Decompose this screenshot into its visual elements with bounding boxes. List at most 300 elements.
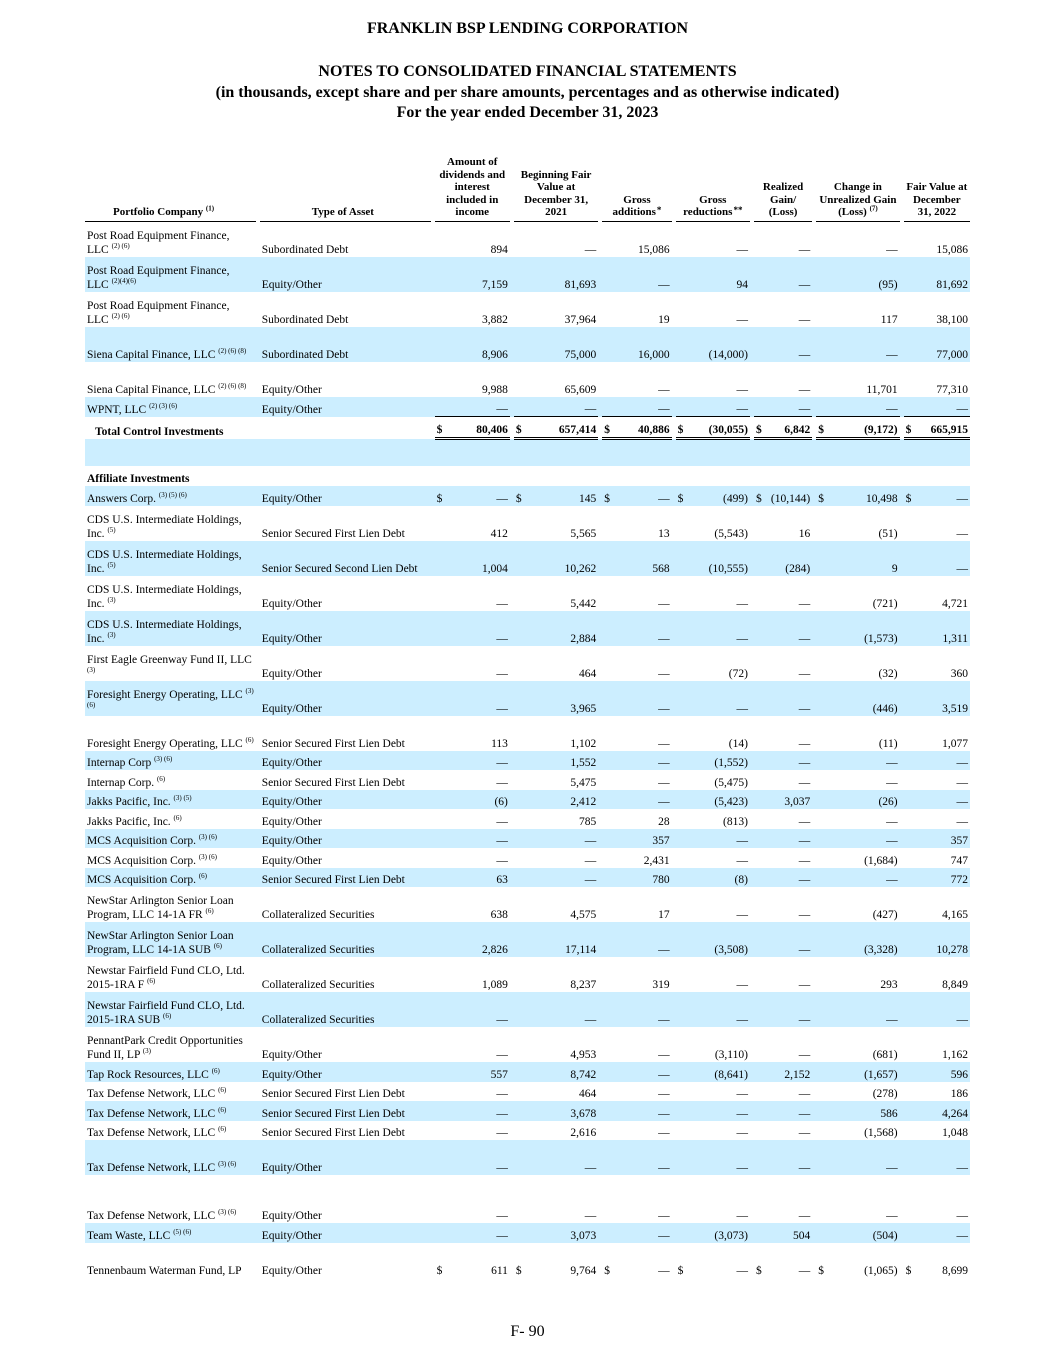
cell-amount: —	[435, 751, 510, 771]
cell-realized: —	[754, 397, 812, 417]
cell-fair: 77,000	[904, 327, 970, 362]
cell-fair: —	[956, 776, 968, 789]
cell-amount: 113	[491, 737, 508, 750]
cell-amount: 3,882	[482, 313, 508, 326]
cell-begin: 17,114	[514, 922, 598, 957]
footnote-ref: (5)	[107, 525, 116, 534]
cell-company: PennantPark Credit Opportunities Fund II, LP $^{(3)}$	[87, 1035, 243, 1061]
footnote-ref: (2) (6)	[111, 311, 130, 320]
currency-symbol: $	[604, 1264, 611, 1277]
cell-additions: —	[602, 611, 671, 646]
cell-company: Post Road Equipment Finance, LLC $^{(2)(4)(6)}$	[85, 257, 256, 292]
cell-amount: 7,159	[435, 257, 510, 292]
cell-additions: —	[658, 383, 670, 396]
cell-company: MCS Acquisition Corp. $^{(6)}$	[85, 868, 256, 888]
total-additions: $ 40,886	[602, 417, 671, 439]
footnote-ref: (3)	[87, 665, 96, 674]
company-name: FRANKLIN BSP LENDING CORPORATION	[366, 20, 689, 37]
cell-change: —	[816, 829, 899, 849]
currency-symbol: $	[755, 424, 762, 436]
cell-type: Equity/Other	[260, 397, 431, 417]
cell-fair: 4,721	[942, 597, 968, 610]
cell-realized: —	[754, 1140, 812, 1175]
cell-additions: 2,431	[643, 854, 670, 867]
cell-change: (51)	[878, 527, 898, 540]
cell-type: Senior Secured First Lien Debt	[260, 868, 431, 888]
cell-amount: 894	[490, 243, 508, 256]
cell-amount: —	[435, 1223, 510, 1243]
cell-reductions: (10,555)	[676, 541, 750, 576]
footnote-ref: (3) (6)	[198, 852, 217, 861]
cell-amount: 2,826	[435, 922, 510, 957]
footnote-ref: (2) (6) (8)	[218, 381, 247, 390]
cell-fair: —	[904, 1140, 970, 1175]
currency-symbol: $	[677, 1264, 684, 1277]
cell-reductions: (14)	[728, 737, 748, 750]
statement-title: NOTES TO CONSOLIDATED FINANCIAL STATEMENTS	[318, 63, 737, 80]
cell-reductions: (3,110)	[714, 1049, 748, 1061]
cell-reductions: —	[676, 829, 750, 849]
cell-realized: —	[798, 243, 811, 256]
footnote-ref: (6)	[213, 942, 222, 951]
cell-company: Jakks Pacific, Inc. $^{(3) (5)}$	[85, 790, 256, 810]
cell-change: —	[816, 397, 899, 417]
cell-additions: 319	[652, 979, 670, 991]
footnote-ref: (2)(4)(6)	[111, 276, 137, 285]
cell-company: CDS U.S. Intermediate Holdings, Inc. $^{(3)}$	[87, 583, 242, 610]
cell-type: Equity/Other	[261, 597, 322, 610]
cell-begin: 1,552	[514, 751, 598, 771]
cell-realized: 3,037	[754, 790, 812, 810]
cell-fair: 596	[904, 1062, 970, 1082]
cell-type: Collateralized Securities	[261, 979, 375, 991]
table-row	[85, 790, 970, 810]
cell-begin: $ 9,764	[515, 1264, 597, 1277]
total-begin: $ 657,414	[514, 417, 598, 439]
table-row	[85, 1140, 970, 1175]
cell-reductions: (72)	[728, 667, 748, 680]
currency-symbol: $	[436, 424, 443, 436]
cell-company: Foresight Energy Operating, LLC $^{(3) (6)}$	[85, 681, 256, 716]
currency-symbol: $	[604, 424, 611, 436]
footnote-ref: (6)	[156, 774, 166, 783]
cell-reductions: —	[736, 313, 748, 326]
cell-realized: —	[754, 868, 812, 888]
table-row	[85, 397, 970, 417]
currency-symbol: $	[755, 1264, 762, 1277]
cell-fair: 1,162	[942, 1049, 968, 1061]
cell-fair: —	[904, 1223, 970, 1243]
cell-fair: 1,048	[942, 1127, 968, 1139]
cell-change: —	[816, 751, 899, 771]
cell-additions: $ —	[602, 486, 671, 506]
total-amount: $ 80,406	[435, 417, 510, 439]
cell-company: Tax Defense Network, LLC $^{(6)}$	[87, 1125, 227, 1139]
cell-additions: 15,086	[637, 243, 670, 256]
cell-begin: —	[584, 1210, 597, 1222]
cell-amount: —	[496, 597, 508, 610]
cell-reductions: $ —	[677, 1264, 748, 1277]
cell-type: Equity/Other	[260, 257, 431, 292]
cell-company: Team Waste, LLC $^{(5) (6)}$	[85, 1223, 256, 1243]
cell-realized: —	[754, 1101, 812, 1121]
cell-company: Newstar Fairfield Fund CLO, Ltd. 2015-1RA SUB $^{(6)}$	[85, 992, 256, 1027]
table-row	[85, 681, 970, 716]
cell-additions: 357	[602, 829, 671, 849]
cell-company: Answers Corp. $^{(3) (5) (6)}$	[85, 486, 256, 506]
cell-change: (26)	[816, 790, 899, 810]
footnote-ref: (2) (6) (8)	[218, 346, 247, 355]
cell-reductions: (8)	[676, 868, 750, 888]
section-heading: Affiliate Investments	[87, 473, 190, 485]
cell-realized: —	[798, 597, 811, 610]
cell-amount: —	[496, 815, 508, 828]
cell-begin: $ 145	[514, 486, 598, 506]
footnote-ref: (6)	[173, 813, 182, 822]
cell-begin: —	[514, 829, 598, 849]
cell-begin: 75,000	[514, 327, 598, 362]
cell-change: (3,328)	[816, 922, 899, 957]
cell-type: Subordinated Debt	[261, 243, 349, 256]
cell-realized: —	[754, 992, 812, 1027]
cell-fair: —	[904, 541, 970, 576]
cell-company: CDS U.S. Intermediate Holdings, Inc. $^{(5)}$	[85, 541, 256, 576]
cell-realized: —	[798, 1049, 811, 1061]
table-row	[85, 486, 970, 506]
cell-change: 586	[816, 1101, 899, 1121]
cell-begin: 4,953	[570, 1049, 597, 1061]
total-fair: $ 665,915	[904, 417, 970, 439]
cell-type: Equity/Other	[260, 1062, 431, 1082]
cell-type: Equity/Other	[260, 790, 431, 810]
cell-amount: —	[496, 1049, 508, 1061]
table-row	[85, 1082, 970, 1102]
cell-realized: —	[754, 327, 812, 362]
cell-begin: 2,412	[514, 790, 598, 810]
cell-begin: 8,742	[514, 1062, 598, 1082]
footnote-ref: (6)	[147, 977, 156, 986]
cell-realized: —	[754, 922, 812, 957]
cell-additions: —	[602, 397, 671, 417]
currency-symbol: $	[818, 1264, 824, 1277]
cell-amount: —	[435, 611, 510, 646]
cell-additions: 16,000	[602, 327, 671, 362]
cell-type: Senior Secured First Lien Debt	[261, 527, 405, 540]
cell-company: MCS Acquisition Corp. $^{(3) (6)}$	[87, 852, 217, 867]
cell-reductions: (5,543)	[714, 527, 748, 540]
statement-period: For the year ended December 31, 2023	[396, 104, 659, 121]
cell-begin: 5,475	[570, 776, 597, 789]
table-row	[85, 992, 970, 1027]
cell-change: —	[886, 243, 898, 256]
cell-reductions: (3,508)	[676, 922, 750, 957]
col-header-reductions: Gross reductions**	[676, 156, 750, 221]
cell-realized: —	[754, 751, 812, 771]
currency-symbol: $	[677, 424, 684, 436]
cell-reductions: (813)	[723, 815, 748, 828]
cell-begin: 464	[579, 667, 597, 680]
cell-begin: 37,964	[564, 313, 597, 326]
cell-change: (427)	[872, 909, 898, 921]
cell-change: —	[816, 1140, 899, 1175]
table-row	[85, 506, 970, 541]
cell-company: CDS U.S. Intermediate Holdings, Inc. $^{(3)}$	[85, 611, 256, 646]
cell-realized: —	[798, 313, 811, 326]
cell-additions: —	[658, 1127, 670, 1139]
cell-fair: $ 8,699	[905, 1264, 968, 1277]
currency-symbol: $	[755, 492, 762, 505]
cell-begin: —	[514, 397, 598, 417]
cell-begin: —	[514, 868, 598, 888]
cell-realized: —	[798, 1088, 811, 1100]
cell-company: Newstar Fairfield Fund CLO, Ltd. 2015-1RA F $^{(6)}$	[87, 965, 245, 991]
cell-begin: 464	[579, 1088, 597, 1100]
table-row	[85, 1223, 970, 1243]
cell-fair: —	[956, 1210, 968, 1222]
cell-amount: —	[496, 1210, 508, 1222]
cell-begin: 81,693	[514, 257, 598, 292]
table-row	[85, 1121, 970, 1141]
cell-begin: —	[514, 992, 598, 1027]
cell-company: CDS U.S. Intermediate Holdings, Inc. $^{(5)}$	[87, 513, 242, 540]
cell-reductions: —	[736, 597, 748, 610]
total-control-row	[85, 417, 970, 439]
cell-reductions: 94	[676, 257, 750, 292]
cell-additions: —	[658, 1088, 670, 1100]
cell-change: (1,573)	[816, 611, 899, 646]
cell-amount: 638	[490, 909, 508, 921]
cell-company: Siena Capital Finance, LLC $^{(2) (6) (8)}$	[87, 381, 247, 396]
cell-company: Tax Defense Network, LLC $^{(6)}$	[87, 1086, 227, 1100]
cell-type: Senior Secured First Lien Debt	[261, 1088, 405, 1100]
cell-amount: —	[435, 992, 510, 1027]
cell-begin: 8,237	[570, 979, 597, 991]
currency-symbol: $	[905, 424, 912, 436]
cell-company: Post Road Equipment Finance, LLC $^{(2) (6)}$	[87, 299, 230, 326]
statement-subtitle: (in thousands, except share and per share amounts, percentages and as otherwise indicated)	[215, 83, 840, 101]
footnote-ref: (6)	[218, 1125, 227, 1134]
cell-fair: 360	[950, 667, 968, 680]
cell-reductions: —	[676, 992, 750, 1027]
statement-title-block	[0, 62, 1055, 124]
cell-fair: 81,692	[904, 257, 970, 292]
cell-begin: —	[514, 1140, 598, 1175]
cell-fair: $ —	[904, 486, 970, 506]
cell-company: Siena Capital Finance, LLC $^{(2) (6) (8)}$	[85, 327, 256, 362]
currency-symbol: $	[677, 492, 684, 505]
cell-type: Equity/Other	[261, 667, 322, 680]
cell-change: (11)	[878, 737, 898, 750]
cell-type: Equity/Other	[261, 815, 322, 828]
cell-amount: 1,089	[482, 979, 508, 991]
cell-realized: —	[754, 611, 812, 646]
cell-amount: 9,988	[482, 383, 508, 396]
cell-begin: 1,102	[570, 737, 597, 750]
cell-fair: 3,519	[904, 681, 970, 716]
cell-fair: —	[956, 815, 968, 828]
cell-reductions: (5,423)	[676, 790, 750, 810]
cell-amount: —	[496, 776, 508, 789]
cell-begin: 5,565	[570, 527, 597, 540]
cell-change: 11,701	[866, 383, 898, 396]
cell-change: —	[886, 815, 898, 828]
cell-change: —	[816, 992, 899, 1027]
table-row	[85, 1188, 970, 1223]
cell-company: Tax Defense Network, LLC $^{(6)}$	[85, 1101, 256, 1121]
table-row	[85, 1101, 970, 1121]
cell-additions: —	[658, 1049, 670, 1061]
cell-additions: —	[602, 1223, 671, 1243]
col-header-additions: Gross additions*	[602, 156, 671, 221]
cell-fair: 10,278	[904, 922, 970, 957]
cell-begin: 5,442	[570, 597, 597, 610]
currency-symbol: $	[818, 424, 824, 436]
cell-reductions: —	[736, 1210, 748, 1222]
cell-type: Equity/Other	[261, 1210, 322, 1222]
cell-reductions: (8,641)	[676, 1062, 750, 1082]
cell-realized: —	[754, 829, 812, 849]
cell-amount: (6)	[435, 790, 510, 810]
cell-amount: $ —	[435, 486, 510, 506]
table-row	[85, 922, 970, 957]
cell-reductions: —	[676, 397, 750, 417]
currency-symbol: $	[515, 492, 522, 505]
cell-realized: 504	[754, 1223, 812, 1243]
cell-amount: 8,906	[435, 327, 510, 362]
cell-amount: —	[435, 397, 510, 417]
cell-amount: —	[496, 1088, 508, 1100]
cell-realized: —	[798, 815, 811, 828]
table-row	[85, 848, 970, 868]
table-row	[85, 887, 970, 922]
cell-fair: 38,100	[936, 313, 968, 326]
cell-amount: 412	[490, 527, 508, 540]
col-header-realized: Realized Gain/ (Loss)	[754, 156, 812, 221]
cell-reductions: —	[736, 854, 748, 867]
cell-type: Equity/Other	[260, 681, 431, 716]
cell-fair: 4,165	[942, 909, 968, 921]
cell-reductions: (5,475)	[714, 776, 748, 789]
table-row	[85, 292, 970, 327]
cell-amount: —	[496, 1127, 508, 1139]
footnote-ref: (3) (6)	[218, 1160, 237, 1169]
cell-fair: 747	[950, 854, 968, 867]
table-row	[85, 327, 970, 362]
cell-additions: —	[602, 751, 671, 771]
investments-table	[85, 156, 970, 1278]
cell-fair: 1,077	[942, 737, 968, 750]
cell-additions: —	[602, 922, 671, 957]
currency-symbol: $	[905, 492, 912, 505]
cell-fair: 77,310	[936, 383, 968, 396]
cell-reductions: —	[676, 611, 750, 646]
cell-reductions: $ (499)	[676, 486, 750, 506]
currency-symbol: $	[436, 492, 443, 505]
cell-change: (95)	[816, 257, 899, 292]
cell-change: —	[886, 776, 898, 789]
cell-amount: —	[435, 1140, 510, 1175]
footnote-ref: (6)	[218, 1105, 227, 1114]
footnote-ref: (3) (6)	[154, 755, 173, 764]
currency-symbol: $	[515, 424, 522, 436]
cell-type: Senior Secured First Lien Debt	[261, 737, 405, 750]
cell-change: (1,657)	[816, 1062, 899, 1082]
cell-change: (1,684)	[864, 854, 898, 867]
cell-reductions: (1,552)	[676, 751, 750, 771]
footnote-ref: (3) (6)	[87, 686, 254, 709]
cell-realized: 2,152	[754, 1062, 812, 1082]
cell-reductions: —	[736, 1127, 748, 1139]
cell-additions: 28	[658, 815, 670, 828]
table-row	[85, 809, 970, 829]
cell-type: Senior Secured Second Lien Debt	[260, 541, 431, 576]
cell-amount: 1,004	[435, 541, 510, 576]
cell-additions: $ —	[604, 1264, 670, 1277]
cell-change: —	[816, 868, 899, 888]
footnote-ref: (6)	[211, 1066, 220, 1075]
table-row	[85, 1243, 970, 1278]
cell-change: 9	[816, 541, 899, 576]
cell-type: Collateralized Securities	[260, 992, 431, 1027]
cell-amount: —	[435, 829, 510, 849]
cell-type: Subordinated Debt	[260, 327, 431, 362]
footnote-ref: (3)	[107, 595, 116, 604]
cell-realized: —	[754, 681, 812, 716]
cell-company: MCS Acquisition Corp. $^{(3) (6)}$	[85, 829, 256, 849]
table-row	[85, 221, 970, 257]
table-row	[85, 716, 970, 751]
table-row	[85, 611, 970, 646]
cell-change: (32)	[878, 667, 898, 680]
col-header-change: Change in Unrealized Gain (Loss) $^{(7)}$	[816, 156, 899, 221]
cell-fair: 186	[950, 1088, 968, 1100]
cell-reductions: —	[676, 681, 750, 716]
cell-type: Equity/Other	[261, 1049, 322, 1061]
cell-begin: 3,965	[514, 681, 598, 716]
table-row	[85, 362, 970, 397]
cell-fair: —	[904, 751, 970, 771]
footnote-ref: (2) (6)	[111, 241, 130, 250]
cell-type: Equity/Other	[261, 1264, 322, 1277]
cell-realized: $ (10,144)	[754, 486, 812, 506]
cell-change: 293	[880, 979, 898, 991]
cell-amount: 63	[435, 868, 510, 888]
cell-reductions: —	[736, 243, 748, 256]
cell-change: $ 10,498	[816, 486, 899, 506]
col-header-amount: Amount of dividends and interest included in income	[435, 156, 510, 221]
cell-additions: 17	[658, 909, 670, 921]
cell-change: (1,568)	[864, 1127, 898, 1139]
cell-fair: —	[904, 790, 970, 810]
cell-additions: —	[602, 992, 671, 1027]
cell-type: Subordinated Debt	[261, 313, 349, 326]
cell-company: Internap Corp $^{(3) (6)}$	[85, 751, 256, 771]
footnote-ref: (5)	[107, 560, 116, 569]
cell-begin: 65,609	[564, 383, 597, 396]
cell-realized: —	[754, 257, 812, 292]
total-reductions: $ (30,055)	[676, 417, 750, 439]
cell-change: (446)	[816, 681, 899, 716]
footnote-ref: (2) (3) (6)	[149, 401, 178, 410]
col-header-fair: Fair Value at December 31, 2022	[904, 156, 970, 221]
cell-company: Tax Defense Network, LLC $^{(3) (6)}$	[85, 1140, 256, 1175]
cell-additions: —	[658, 776, 670, 789]
cell-realized: —	[798, 667, 811, 680]
cell-additions: —	[602, 790, 671, 810]
table-header-row	[85, 156, 970, 221]
cell-fair: —	[904, 992, 970, 1027]
cell-fair: —	[904, 397, 970, 417]
